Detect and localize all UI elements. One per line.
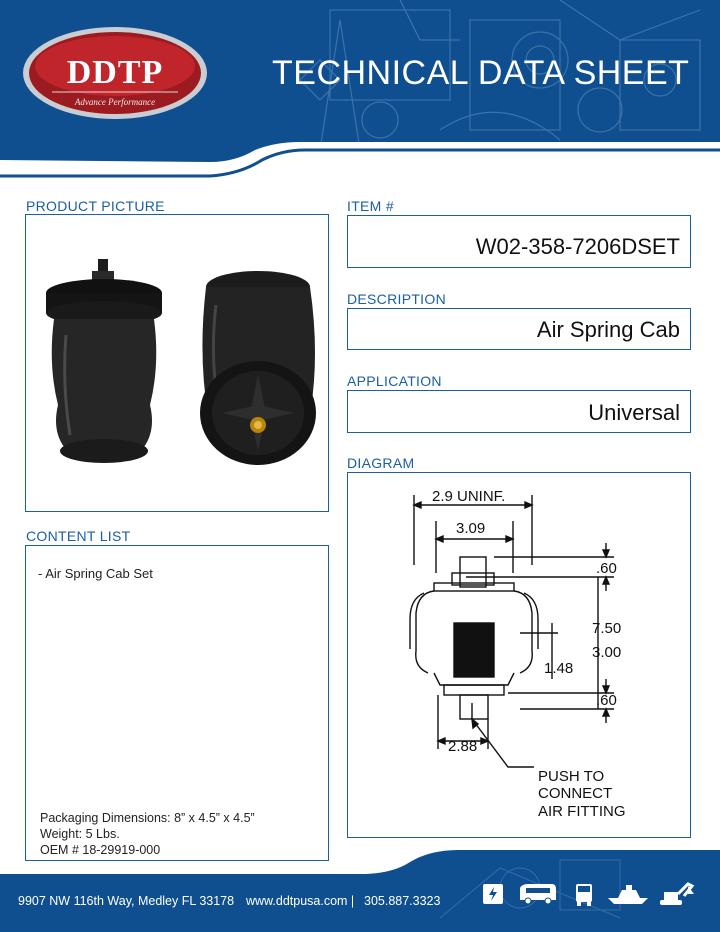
dim-bottom-height: .60 xyxy=(596,692,617,709)
application-box xyxy=(347,390,691,433)
description-label: DESCRIPTION xyxy=(347,291,446,307)
dim-inner-width: 3.09 xyxy=(456,520,486,537)
boat-icon xyxy=(606,880,650,908)
product-picture-label: PRODUCT PICTURE xyxy=(26,198,165,214)
footer-address: 9907 NW 116th Way, Medley FL 33178 xyxy=(18,894,235,908)
logo-tagline: Advance Performance xyxy=(74,97,156,107)
application-value: Universal xyxy=(588,400,680,425)
dim-total-height: 7.50 xyxy=(592,620,622,637)
diagram-box xyxy=(347,472,691,838)
weight: Weight: 5 Lbs. xyxy=(40,827,120,841)
ddtp-logo xyxy=(22,26,208,120)
dim-bottom-width: 2.88 xyxy=(448,738,478,755)
item-box xyxy=(347,215,691,268)
footer-phone[interactable]: 305.887.3323 xyxy=(364,894,441,908)
content-list-box xyxy=(25,545,329,861)
dim-top-width: 2.9 UNINF. xyxy=(432,488,506,505)
description-value: Air Spring Cab xyxy=(536,317,680,342)
truck-icon xyxy=(572,880,596,908)
item-label: ITEM # xyxy=(347,198,394,214)
dim-piston: 1.48 xyxy=(544,660,574,677)
dim-compressed-height: 3.00 xyxy=(592,644,622,661)
excavator-icon xyxy=(656,880,696,908)
note-line-2: CONNECT xyxy=(538,785,613,802)
page-title: TECHNICAL DATA SHEET xyxy=(272,54,690,92)
header-banner xyxy=(0,0,720,180)
packaging-dimensions: Packaging Dimensions: 8” x 4.5” x 4.5” xyxy=(40,811,255,825)
product-image xyxy=(26,215,328,511)
dim-top-height: .60 xyxy=(596,560,617,577)
footer-website[interactable]: www.ddtpusa.com | xyxy=(246,894,355,908)
generator-icon xyxy=(480,880,506,908)
diagram-drawing xyxy=(348,473,690,837)
content-list-item: - Air Spring Cab Set xyxy=(38,566,153,581)
oem-number: OEM # 18-29919-000 xyxy=(40,843,161,857)
content-list-label: CONTENT LIST xyxy=(26,528,131,544)
description-box xyxy=(347,308,691,350)
item-value: W02-358-7206DSET xyxy=(475,234,680,259)
note-line-3: AIR FITTING xyxy=(538,803,626,820)
note-line-1: PUSH TO xyxy=(538,768,605,785)
application-label: APPLICATION xyxy=(347,373,442,389)
logo-text: DDTP xyxy=(66,54,164,91)
product-picture-box xyxy=(25,214,329,512)
bus-icon xyxy=(518,880,558,908)
diagram-label: DIAGRAM xyxy=(347,455,415,471)
